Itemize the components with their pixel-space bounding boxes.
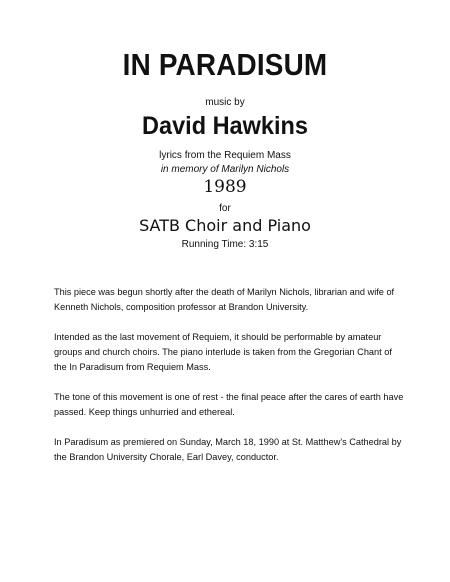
- note-paragraph-3: The tone of this movement is one of rest - the final peace after the cares of earth have passed. Keep things unhurried and ethereal.: [54, 392, 404, 417]
- running-time: Running Time: 3:15: [181, 239, 269, 250]
- page-title: IN PARADISUM: [122, 47, 328, 82]
- dedication: in memory of Marilyn Nichols: [160, 164, 290, 175]
- note-paragraph-1: This piece was begun shortly after the death of Marilyn Nichols, librarian and wife of Kenneth Nichols, composition professor at Brandon University.: [54, 287, 395, 312]
- program-notes: [54, 285, 404, 480]
- note-paragraph-4: In Paradisum as premiered on Sunday, March 18, 1990 at St. Matthew's Cathedral by the Brandon University Chorale, Earl Davey, conductor.: [54, 437, 402, 462]
- ensemble-name: SATB Choir and Piano: [139, 216, 311, 235]
- note-paragraph-2: Intended as the last movement of Requiem, it should be performable by amateur groups and church choirs. The piano interlude is taken from the Gregorian Chant of the In Paradisum from Requiem Mass.: [54, 332, 392, 372]
- lyrics-source: lyrics from the Requiem Mass: [159, 150, 291, 161]
- composer-name: David Hawkins: [142, 112, 308, 140]
- music-by-label: music by: [205, 97, 245, 108]
- for-label: for: [219, 203, 231, 214]
- composition-year: 1989: [203, 177, 247, 197]
